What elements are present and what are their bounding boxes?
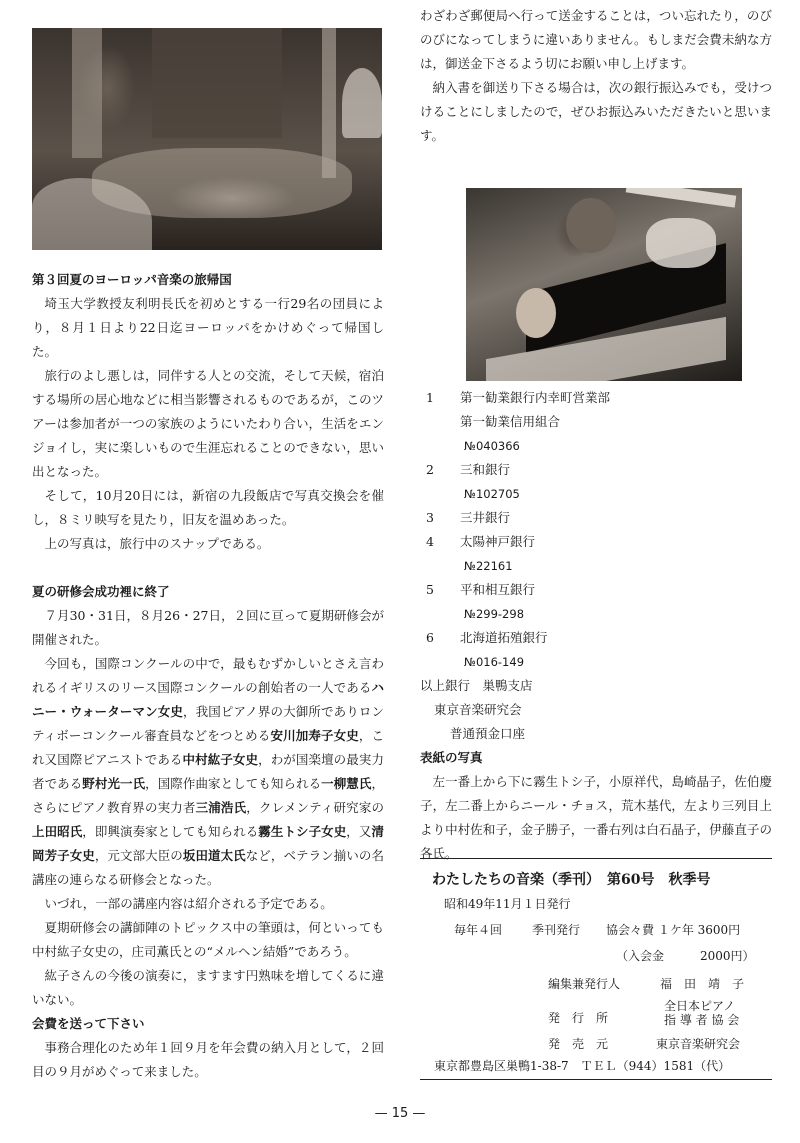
- seminar-text: ，又: [346, 824, 372, 839]
- bank-list: [420, 386, 772, 866]
- lecturer-name: 中村紘子女史: [182, 752, 259, 767]
- fee-paragraph: わざわざ郵便局へ行って送金することは，つい忘れたり，のびのびになってしまうに違いありません。もしまだ会費未納な方は，御送金下さるよう切にお願い申し上げます。: [420, 8, 772, 71]
- seminar-paragraph: いづれ，一部の講座内容は紹介される予定である。: [44, 896, 333, 911]
- trip-paragraph: 埼玉大学教授友利明長氏を初めとする一行29名の団員により，８月１日より22日迄ヨーロッパをかけめぐって帰国した。: [32, 296, 384, 359]
- bank-entry: [420, 386, 772, 410]
- publisher-name: [664, 999, 739, 1027]
- bank-name: 三和銀行: [460, 462, 511, 477]
- bank-number: 6: [426, 630, 434, 645]
- bank-account: №22161: [464, 559, 513, 573]
- seminar-text: ，クレメンティ研究家の: [246, 800, 384, 815]
- seminar-text: 今回も，国際コンクールの中で，最もむずかしいとさえ言われるイギリスのリース国際コンクールの創始者の一人である: [32, 656, 384, 695]
- page-number: — 15 —: [374, 1106, 426, 1121]
- lecturer-name: 上田昭氏: [32, 824, 83, 839]
- issue-date: 昭和49年11月１日発行: [444, 897, 571, 911]
- seller-name: 東京音楽研究会: [656, 1037, 741, 1051]
- seller-label: 発 売 元: [548, 1037, 609, 1051]
- bank-account: №102705: [464, 487, 520, 501]
- bank-footer: 東京音楽研究会: [434, 702, 522, 717]
- piano-photo: [466, 188, 742, 381]
- seminar-text: ，わが国楽壇の最実力者である: [32, 752, 384, 791]
- fee-paragraph: 納入書を御送り下さる場合は，次の銀行振込みでも，受けつけることにしましたので，ぜひお振込みいただきたいと思います。: [420, 80, 772, 143]
- magazine-title: わたしたちの音楽（季刊） 第60号 秋季号: [432, 872, 711, 888]
- entry-fee: （入会金 2000円）: [616, 949, 755, 963]
- bank-account: №299-298: [464, 607, 525, 621]
- bank-name: 北海道拓殖銀行: [460, 630, 548, 645]
- bank-footer: 普通預金口座: [450, 726, 526, 741]
- seminar-paragraph: [32, 652, 384, 892]
- bank-account: №016-149: [464, 655, 525, 669]
- seminar-paragraph: 紘子さんの今後の演奏に，ますます円熟味を増してくるに違いない。: [32, 968, 384, 1007]
- trip-photo: [32, 28, 382, 250]
- lecturer-name: 野村光一氏: [82, 776, 146, 791]
- seminar-text: など，ベテラン揃いの名講座の連らなる研修会となった。: [32, 848, 384, 887]
- bank-number: 3: [426, 510, 434, 525]
- seminar-text: ，国際作曲家としても知られる: [145, 776, 322, 791]
- bank-entry: [420, 530, 772, 554]
- publisher-line: 全日本ピアノ: [664, 999, 736, 1013]
- bank-account: №040366: [464, 439, 520, 453]
- editor-name: 福 田 靖 子: [660, 977, 745, 991]
- frequency: 毎年４回: [454, 923, 503, 937]
- bank-entry: [420, 458, 772, 482]
- editor-label: 編集兼発行人: [548, 977, 621, 991]
- bank-footer: 以上銀行 巣鴨支店: [420, 678, 533, 693]
- seminar-text: ，さらにピアノ教育界の実力者: [32, 776, 384, 815]
- publisher-label: 発 行 所: [548, 1011, 609, 1025]
- cover-caption: 左一番上から下に霧生トシ子，小原祥代，島崎晶子，佐伯慶子，左二番上からニール・チョス，荒木基代，左より三列目上より中村佐和子，金子勝子，一番右列は白石晶子，伊藤直子の各氏。: [420, 774, 772, 861]
- seminar-text: ，これ又国際ピアニストである: [32, 728, 384, 767]
- cover-heading: 表紙の写真: [420, 750, 483, 765]
- lecturer-name: 安川加寿子女史: [270, 728, 359, 743]
- bank-number: 1: [426, 390, 434, 405]
- bank-name: 第一勧業銀行内幸町営業部: [460, 390, 611, 405]
- lecturer-name: 三浦浩氏: [195, 800, 247, 815]
- trip-heading: 第３回夏のヨーロッパ音楽の旅帰国: [32, 272, 232, 287]
- fee-heading: 会費を送って下さい: [32, 1016, 145, 1031]
- annual-fee: 協会々費 １ケ年 3600円: [606, 923, 741, 937]
- frequency-type: 季刊発行: [532, 923, 581, 937]
- bank-number: 4: [426, 534, 434, 549]
- seminar-paragraph: ７月30・31日，８月26・27日，２回に亘って夏期研修会が開催された。: [32, 608, 384, 647]
- bank-entry: [420, 578, 772, 602]
- seminar-text: ，我国ピアノ界の大御所でありロンティボーコンクール審査員などをつとめる: [32, 704, 384, 743]
- lecturer-name: ハニー・ウォーターマン女史: [32, 680, 384, 719]
- bank-name: 太陽神戸銀行: [460, 534, 536, 549]
- lecturer-name: 坂田道太氏: [182, 848, 246, 863]
- address: 東京都豊島区巣鴨1-38-7 ＴＥＬ（944）1581（代）: [434, 1059, 731, 1073]
- seminar-text: ，即興演奏家としても知られる: [82, 824, 259, 839]
- lecturer-name: 清岡芳子女史: [32, 824, 384, 863]
- bank-name: 三井銀行: [460, 510, 511, 525]
- bank-entry: [420, 626, 772, 650]
- bank-sub: 第一勧業信用組合: [460, 414, 561, 429]
- trip-paragraph: 上の写真は，旅行中のスナップである。: [44, 536, 270, 551]
- seminar-text: ，元文部大臣の: [94, 848, 183, 863]
- lecturer-name: 霧生トシ子女史: [258, 824, 347, 839]
- publisher-line: 指 導 者 協 会: [664, 1013, 740, 1027]
- bank-number: 5: [426, 582, 434, 597]
- bank-name: 平和相互銀行: [460, 582, 536, 597]
- fee-paragraph: 事務合理化のため年１回９月を年会費の納入月として，２回目の９月がめぐって来ました。: [32, 1040, 384, 1079]
- bank-number: 2: [426, 462, 434, 477]
- bank-entry: [420, 506, 772, 530]
- lecturer-name: 一柳慧氏: [321, 776, 372, 791]
- trip-paragraph: そして，10月20日には，新宿の九段飯店で写真交換会を催し，８ミリ映写を見たり，旧友を温めあった。: [32, 488, 384, 527]
- trip-paragraph: 旅行のよし悪しは，同伴する人との交流，そして天候，宿泊する場所の居心地などに相当影響されるものであるが，このツアーは参加者が一つの家族のようにいたわり合い，生活をエンジョイし，実に楽しいもので生涯忘れることのできない，思い出となった。: [32, 368, 384, 479]
- seminar-paragraph: 夏期研修会の講師陣のトピックス中の筆頭は，何といっても中村紘子女史の，庄司薫氏との“メルヘン結婚”であろう。: [32, 920, 384, 959]
- seminar-heading: 夏の研修会成功裡に終了: [32, 584, 170, 599]
- colophon: [420, 858, 772, 1080]
